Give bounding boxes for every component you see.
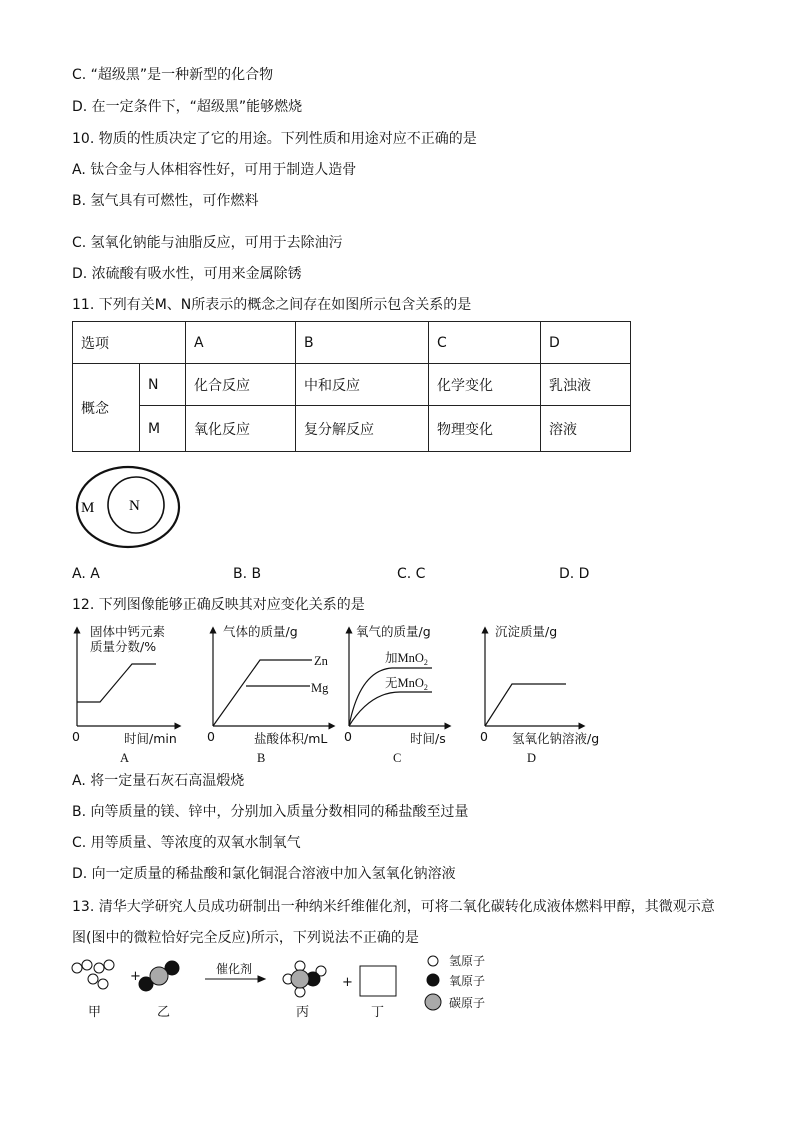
q11-stem: 11. 下列有关M、N所表示的概念之间存在如图所示包含关系的是 [72,297,472,313]
graph-c-label-without: 无MnO$_2$ [385,676,428,692]
graph-d-origin: 0 [480,729,488,744]
graph-b-tag: B [257,751,266,765]
graph-a-curve [77,664,156,702]
graph-a-xlabel: 时间/min [124,731,177,746]
catalyst-label: 催化剂 [216,962,253,976]
q10-stem: 10. 物质的性质决定了它的用途。下列性质和用途对应不正确的是 [72,131,477,147]
graph-b-curve-zn [213,660,312,726]
venn-diagram [72,463,184,551]
legend-carbon-icon [425,994,441,1010]
graph-b-label-mg: Mg [311,681,329,695]
q10-option-d: D. 浓硫酸有吸水性，可用来金属除锈 [72,266,302,282]
venn-label-n: N [129,498,140,514]
q13-stem-2: 图(图中的微粒恰好完全反应)所示，下列说法不正确的是 [72,930,419,946]
graph-d-curve [485,684,566,726]
graph-c-label-with: 加MnO$_2$ [385,651,428,667]
label-jia: 甲 [88,1005,102,1020]
cell-n-d: 乳浊液 [541,364,631,406]
graph-d-tag: D [527,751,537,765]
q11-choice-d: D. D [559,566,590,582]
graph-a-origin: 0 [72,729,80,744]
plus-sign-2: + [342,975,353,990]
graph-b-origin: 0 [207,729,215,744]
q11-choice-b: B. B [233,566,262,582]
q12-option-d: D. 向一定质量的稀盐酸和氯化铜混合溶液中加入氢氧化钠溶液 [72,866,456,882]
graph-d-ylabel: 沉淀质量/g [495,624,558,639]
hydrogen-atom [104,960,114,970]
graph-c-xlabel: 时间/s [410,731,446,746]
cell-m-c: 物理变化 [429,406,541,452]
q11-choice-c: C. C [397,566,426,582]
q10-option-c: C. 氢氧化钠能与油脂反应，可用于去除油污 [72,235,343,251]
graph-a-ylabel-2: 质量分数/% [90,639,157,654]
graph-c-tag: C [393,751,402,765]
cell-n-a: 化合反应 [186,364,296,406]
carbon-atom [291,970,309,988]
venn-label-m: M [81,500,95,516]
graph-c-origin: 0 [344,729,352,744]
graph-d-xlabel: 氢氧化钠溶液/g [512,731,600,746]
q12-stem: 12. 下列图像能够正确反映其对应变化关系的是 [72,597,365,613]
q12-graphs [60,620,620,768]
hydrogen-atom [94,963,104,973]
header-c: C [429,322,541,364]
legend-carbon-label: 碳原子 [449,996,486,1010]
q13-stem-1: 13. 清华大学研究人员成功研制出一种纳米纤维催化剂，可将二氧化碳转化成液体燃料甲醇，其微观示意 [72,899,715,915]
q9-option-d: D. 在一定条件下，“超级黑”能够燃烧 [72,99,303,115]
q10-option-a: A. 钛合金与人体相容性好，可用于制造人造骨 [72,162,357,178]
q10-option-b: B. 氢气具有可燃性，可作燃料 [72,193,259,209]
row-key-m: M [140,406,186,452]
q11-choice-a: A. A [72,566,100,582]
q11-table [72,321,631,452]
label-bing: 丙 [296,1005,310,1020]
q9-option-c: C. “超级黑”是一种新型的化合物 [72,67,274,83]
graph-c-curve-without-mno2 [349,692,432,726]
hydrogen-atom [88,974,98,984]
graph-a-tag: A [120,751,130,765]
graph-b-label-zn: Zn [314,654,328,668]
legend-oxygen-label: 氧原子 [449,974,486,988]
graph-a-ylabel-1: 固体中钙元素 [90,624,166,639]
micro-reaction-diagram [60,952,520,1022]
hydrogen-atom [82,960,92,970]
cell-n-b: 中和反应 [296,364,429,406]
label-yi: 乙 [157,1005,171,1020]
unknown-product-box [360,966,396,996]
legend-oxygen-icon [427,974,439,986]
hydrogen-atom [72,963,82,973]
q12-option-a: A. 将一定量石灰石高温煅烧 [72,773,245,789]
graph-b-ylabel: 气体的质量/g [223,624,298,639]
legend-hydrogen-icon [428,956,438,966]
legend-hydrogen-label: 氢原子 [449,954,486,968]
cell-m-a: 氧化反应 [186,406,296,452]
graph-c-ylabel: 氧气的质量/g [356,624,431,639]
graph-b-xlabel: 盐酸体积/mL [254,731,328,746]
carbon-atom [150,967,168,985]
cell-m-b: 复分解反应 [296,406,429,452]
cell-m-d: 溶液 [541,406,631,452]
hydrogen-atom [98,979,108,989]
header-d: D [541,322,631,364]
row-key-n: N [140,364,186,406]
header-b: B [296,322,429,364]
header-a: A [186,322,296,364]
plus-sign-1: + [130,969,141,984]
label-ding: 丁 [371,1005,385,1020]
q12-option-c: C. 用等质量、等浓度的双氧水制氧气 [72,835,301,851]
arrow-head [258,976,265,982]
header-option: 选项 [73,322,186,364]
concept-label: 概念 [73,364,140,452]
q12-option-b: B. 向等质量的镁、锌中，分别加入质量分数相同的稀盐酸至过量 [72,804,469,820]
cell-n-c: 化学变化 [429,364,541,406]
